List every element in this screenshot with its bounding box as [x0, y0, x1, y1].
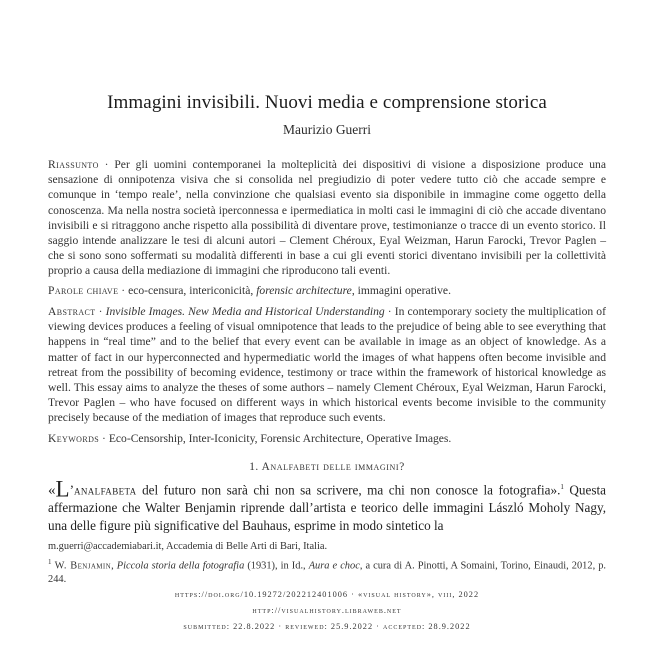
body-text-2: Questa affermazione che Walter Benjamin riprende dall’artista e teorico delle immagini László Moholy Nagy, una delle figure più significative del Bauhaus, esprime in modo sintetico la [48, 482, 606, 534]
abstract-title: Invisible Images. New Media and Historical Understanding [105, 305, 385, 318]
footnote-1-title2: Aura e choc [308, 560, 360, 572]
parole-chiave-label: Parole chiave [48, 284, 119, 297]
footnote-email: m.guerri@accademiabari.it, Accademia di Belle Arti di Bari, Italia. [48, 541, 328, 552]
footnote-1-author: W. Benjamin [54, 560, 112, 572]
parole-chiave-paragraph: Parole chiave · eco-censura, intericonicità, forensic architecture, immagini operative. [48, 284, 451, 297]
footnote-1-end: , a cura di A. Pinotti, A Somaini, Torino, Einaudi, 2012, p. 244. [48, 560, 607, 586]
abstract-label: Abstract [48, 305, 96, 318]
drop-letter: L [55, 476, 70, 502]
section-heading: 1. Analfabeti delle immagini? [249, 461, 405, 473]
body-text-1: del futuro non sarà chi non sa scrivere, ma chi non conosce la fotografia». [136, 482, 561, 498]
riassunto-text: Per gli uomini contemporanei la molteplicità dei dispositivi di visione a disposizione produce una sensazione di onnipotenza visiva che si consolida nel pregiudizio di poter vedere tutto ciò che accade sempre e comunque in ‘tempo reale’, nella convinzione che qualsiasi evento sia disponibile in immagine come oggetto della conoscenza. Ma nella nostra società iperconnessa e ipermediatica in molti casi le immagini di ciò che accade diventano invisibili e si ritraggono anche rispetto alla possibilità di diventare prove, testimonianze o tracce di un evento storico. Il saggio intende analizzare le tesi di alcuni autori – Clement Chéroux, Eyal Weizman, Harun Farocki, Trevor Paglen – che si sono sono soffermati su modalità differenti in base a cui gli eventi storici diventano invisibili per la collettività proprio a causa della mediazione di immagini che riproducono tali eventi. [48, 158, 606, 278]
riassunto-label: Riassunto [48, 158, 99, 171]
article-author: Maurizio Guerri [282, 122, 372, 137]
footnote-1-mid: (1931), in Id., [244, 560, 309, 572]
footer-dates: submitted: 22.8.2022 · reviewed: 25.9.2022 · accepted: 28.9.2022 [183, 622, 471, 631]
footnote-ref-1[interactable]: 1 [560, 483, 564, 491]
keywords-label: Keywords [48, 432, 100, 445]
article-title: Immagini invisibili. Nuovi media e comprensione storica [107, 92, 547, 113]
footer-url[interactable]: http://visualhistory.libraweb.net [252, 606, 402, 615]
body-paragraph [48, 478, 606, 535]
parole-chiave-italic: forensic architecture [256, 284, 352, 297]
riassunto-paragraph: Riassunto · Per gli uomini contemporanei la molteplicità dei dispositivi di visione a disposizione produce una sensazione di onnipotenza visiva che si consolida nel pregiudizio di poter vedere tutto ciò che accade sempre e comunque in ‘tempo reale’, nella convinzione che qualsiasi evento sia disponibile in immagine come oggetto della conoscenza. Ma nella nostra società iperconnessa e ipermediatica in molti casi le immagini di ciò che accade diventano invisibili e si ritraggono anche rispetto alla possibilità di diventare prove, testimonianze o tracce di un evento storico. Il saggio intende analizzare le tesi di alcuni autori – Clement Chéroux, Eyal Weizman, Harun Farocki, Trevor Paglen – che si sono sono soffermati su modalità differenti in base a cui gli eventi storici diventano invisibili per la collettività proprio a causa della mediazione di immagini che riproducono tali eventi. [48, 158, 606, 278]
keywords-text: Eco-Censorship, Inter-Iconicity, Forensic Architecture, Operative Images. [108, 432, 452, 445]
apostrophe: ’ [69, 482, 74, 498]
footnote-1-title: Piccola storia della fotografia [116, 560, 245, 572]
open-quote: « [48, 482, 56, 499]
parole-chiave-end: , immagini operative. [351, 284, 451, 297]
footnote-1-num: 1 [48, 558, 52, 566]
body-smallcaps-word: analfabeta [73, 482, 137, 498]
footer-doi[interactable]: https://doi.org/10.19272/202212401006 · «visual history», viii, 2022 [174, 590, 480, 599]
footnote-1: $^1$ W. Benjamin, Piccola storia della fotografia (1931), in Id., Aura e choc, a cura di A. Pinotti, A Somaini, Torino, Einaudi, 2012, p. 244. [48, 558, 607, 586]
keywords-paragraph: Keywords · Eco-Censorship, Inter-Iconicity, Forensic Architecture, Operative Images. [48, 432, 452, 445]
abstract-paragraph: Abstract · Invisible Images. New Media and Historical Understanding · In contemporary society the multiplication of viewing devices produces a feeling of visual omnipotence that leads to the prejudice of being able to see everything that happens in “real time” and to the belief that every event can be available in image as an object of knowledge. As a matter of fact in our hyperconnected and hypermediatic world the images of what happens often become invisible and retreat from the possibility of becoming evidence, testimony or trace within the framework of historical knowledge as well. This essay aims to analyze the theses of some authors – namely Clement Chéroux, Eyal Weizman, Harun Farocki, Trevor Paglen – who have focused on different ways in which historical events become invisible to the community precisely because of the mediation of images that reproduce such events. [48, 305, 606, 425]
abstract-text: In contemporary society the multiplication of viewing devices produces a feeling of visual omnipotence that leads to the prejudice of being able to see everything that happens in “real time” and to the belief that every event can be available in image as an object of knowledge. As a matter of fact in our hyperconnected and hypermediatic world the images of what happens often become invisible and retreat from the possibility of becoming evidence, testimony or trace within the framework of historical knowledge as well. This essay aims to analyze the theses of some authors – namely Clement Chéroux, Eyal Weizman, Harun Farocki, Trevor Paglen – who have focused on different ways in which historical events become invisible to the community precisely because of the mediation of images that reproduce such events. [48, 305, 606, 425]
parole-chiave-text: eco-censura, intericonicità, [128, 284, 257, 297]
